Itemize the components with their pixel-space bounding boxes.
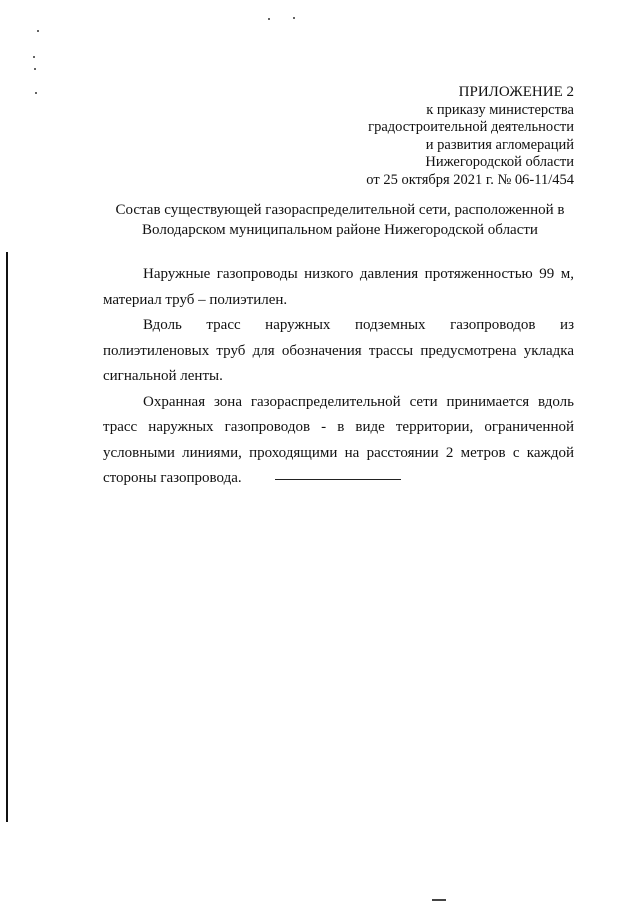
appendix-line: от 25 октября 2021 г. № 06-11/454 (366, 171, 574, 188)
title-line: Володарском муниципальном районе Нижегородской области (142, 222, 538, 238)
appendix-line: и развития агломераций (425, 136, 574, 153)
appendix-heading: ПРИЛОЖЕНИЕ 2 (458, 84, 574, 100)
scan-bottom-mark (432, 899, 446, 901)
scan-dot (35, 92, 37, 94)
scan-dot (34, 68, 36, 70)
scan-dot (37, 30, 39, 32)
scan-dot (33, 56, 35, 58)
appendix-line: градостроительной деятельности (368, 119, 574, 135)
appendix-line: к приказу министерства (426, 101, 574, 118)
scan-left-edge (6, 252, 8, 822)
document-title (100, 200, 580, 240)
document-body (103, 262, 574, 492)
end-separator-line (275, 479, 401, 480)
scan-dot (268, 18, 270, 20)
body-paragraph: Наружные газопроводы низкого давления протяженностью 99 м, материал труб – полиэтилен. (103, 266, 574, 308)
scan-dot (293, 17, 295, 19)
appendix-line: Нижегородской области (425, 154, 574, 170)
body-paragraph: Охранная зона газораспределительной сети принимается вдоль трасс наружных газопроводов - в виде территории, ограниченной условными линиями, проходящими на расстоянии 2 метров с каждой стороны газопровода. (103, 393, 574, 486)
title-line: Состав существующей газораспределительной сети, расположенной в (115, 202, 565, 218)
body-paragraph: Вдоль трасс наружных подземных газопроводов из полиэтиленовых труб для обозначения трассы предусмотрена укладка сигнальной ленты. (103, 317, 574, 384)
appendix-block (366, 84, 574, 189)
